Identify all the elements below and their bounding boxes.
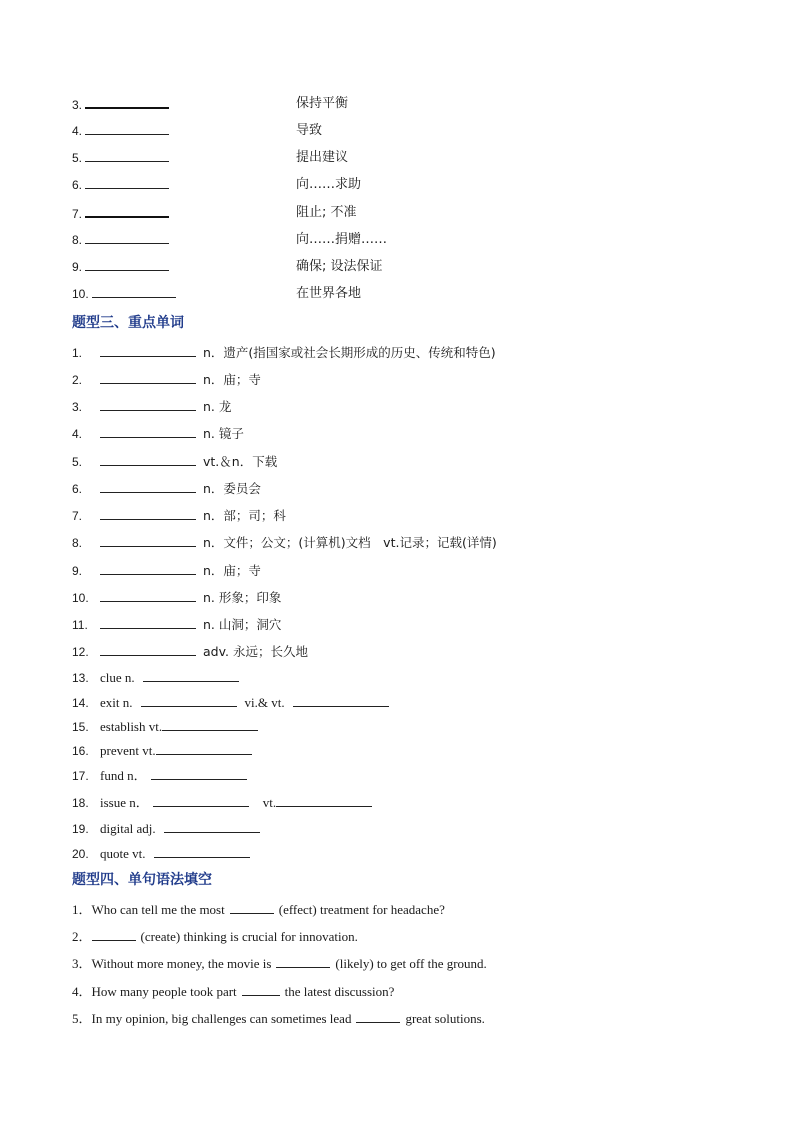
phrase-row: [72, 257, 169, 277]
item-number: 20.: [72, 847, 89, 861]
item-number: 19.: [72, 822, 89, 836]
word-prompt: establish vt.: [100, 719, 163, 734]
answer-blank[interactable]: [92, 284, 176, 298]
word-prompt: issue n．: [100, 795, 149, 810]
phrase-row: [72, 175, 169, 195]
word-prompt: exit n.: [100, 695, 133, 710]
word-prompt-secondary: vt.: [262, 795, 277, 810]
item-number: 3.: [72, 98, 83, 112]
item-number: 6.: [72, 178, 83, 192]
section-heading: 题型三、重点单词: [72, 315, 184, 331]
item-number: 10.: [72, 287, 89, 301]
item-number: 2．: [72, 929, 92, 944]
answer-blank[interactable]: [356, 1009, 400, 1023]
word-prompt: fund n．: [100, 768, 147, 783]
item-number: 4.: [72, 124, 83, 138]
answer-blank[interactable]: [85, 175, 169, 189]
vocab-row: [72, 397, 231, 417]
item-number: 11.: [72, 618, 88, 632]
vocab-row: [72, 588, 281, 608]
item-number: 6.: [72, 482, 83, 496]
item-number: 7.: [72, 509, 83, 523]
answer-blank[interactable]: [162, 717, 258, 731]
vocab-row: [72, 479, 261, 499]
answer-blank[interactable]: [276, 793, 372, 807]
answer-blank[interactable]: [100, 479, 196, 493]
sentence-before: How many people took part: [91, 984, 237, 999]
grammar-row: [72, 900, 445, 920]
word-form-row: [72, 668, 239, 688]
item-number: 2.: [72, 373, 83, 387]
word-form-row: [72, 717, 258, 737]
item-number: 15.: [72, 720, 89, 734]
sentence-before: Who can tell me the most: [91, 902, 225, 917]
word-definition: n. 山洞；洞穴: [203, 617, 282, 632]
sentence-after: (create) thinking is crucial for innovation.: [140, 929, 358, 944]
word-form-row: [72, 819, 260, 839]
item-number: 14.: [72, 696, 89, 710]
answer-blank[interactable]: [100, 561, 196, 575]
vocab-row: [72, 615, 281, 635]
word-definition: n．委员会: [203, 481, 261, 496]
phrase-row: [72, 230, 169, 250]
item-number: 17.: [72, 769, 89, 783]
phrase-meaning: 导致: [296, 123, 323, 138]
word-prompt: digital adj.: [100, 821, 156, 836]
word-form-row: [72, 766, 247, 786]
word-definition: n．庙；寺: [203, 372, 261, 387]
answer-blank[interactable]: [100, 452, 196, 466]
vocab-row: [72, 561, 261, 581]
grammar-row: [72, 982, 394, 1002]
phrase-meaning: 保持平衡: [296, 96, 349, 111]
word-definition: n．庙；寺: [203, 563, 261, 578]
answer-blank[interactable]: [230, 900, 274, 914]
answer-blank[interactable]: [100, 343, 196, 357]
item-number: 9.: [72, 564, 83, 578]
word-form-row: [72, 793, 372, 813]
answer-blank[interactable]: [100, 615, 196, 629]
phrase-meaning: 向……求助: [296, 177, 362, 192]
answer-blank[interactable]: [100, 506, 196, 520]
item-number: 1.: [72, 346, 83, 360]
grammar-row: [72, 954, 487, 974]
word-definition: n. 龙: [203, 399, 232, 414]
item-number: 18.: [72, 796, 89, 810]
sentence-before: Without more money, the movie is: [91, 956, 272, 971]
answer-blank[interactable]: [85, 230, 169, 244]
item-number: 4．: [72, 984, 92, 999]
grammar-row: [72, 927, 358, 947]
vocab-row: [72, 533, 497, 553]
word-prompt: quote vt.: [100, 846, 146, 861]
word-prompt: prevent vt.: [100, 743, 156, 758]
phrase-row: [72, 148, 169, 168]
item-number: 3．: [72, 956, 92, 971]
answer-blank[interactable]: [85, 148, 169, 162]
answer-blank[interactable]: [100, 533, 196, 547]
word-definition: n．部；司；科: [203, 508, 286, 523]
answer-blank[interactable]: [100, 397, 196, 411]
answer-blank[interactable]: [151, 766, 247, 780]
word-form-row: [72, 741, 252, 761]
vocab-row: [72, 370, 261, 390]
section-heading: 题型四、单句语法填空: [72, 872, 212, 888]
answer-blank[interactable]: [92, 927, 136, 941]
answer-blank[interactable]: [141, 693, 237, 707]
answer-blank[interactable]: [100, 588, 196, 602]
answer-blank[interactable]: [164, 819, 260, 833]
item-number: 5.: [72, 455, 83, 469]
answer-blank[interactable]: [154, 844, 250, 858]
answer-blank[interactable]: [156, 741, 252, 755]
word-form-row: [72, 844, 250, 864]
phrase-row: [72, 203, 169, 223]
word-definition: n. 形象；印象: [203, 590, 282, 605]
phrase-row: [72, 94, 169, 114]
word-definition: vt.＆n．下载: [203, 454, 278, 469]
item-number: 8.: [72, 233, 83, 247]
answer-blank[interactable]: [100, 424, 196, 438]
item-number: 8.: [72, 536, 83, 550]
item-number: 4.: [72, 427, 83, 441]
item-number: 10.: [72, 591, 89, 605]
phrase-row: [72, 284, 176, 304]
vocab-row: [72, 424, 244, 444]
sentence-before: In my opinion, big challenges can sometimes lead: [91, 1011, 352, 1026]
vocab-row: [72, 452, 277, 472]
word-prompt-secondary: vi.& vt.: [244, 695, 285, 710]
answer-blank[interactable]: [100, 370, 196, 384]
item-number: 13.: [72, 671, 89, 685]
item-number: 16.: [72, 744, 89, 758]
vocab-row: [72, 642, 308, 662]
answer-blank[interactable]: [153, 793, 249, 807]
answer-blank[interactable]: [276, 954, 330, 968]
sentence-after: the latest discussion?: [284, 984, 395, 999]
grammar-row: [72, 1009, 485, 1029]
word-definition: n．文件；公文；(计算机)文档 vt.记录；记载(详情): [203, 535, 497, 550]
phrase-meaning: 阻止; 不准: [296, 205, 357, 220]
item-number: 9.: [72, 260, 83, 274]
vocab-row: [72, 343, 496, 363]
sentence-after: (likely) to get off the ground.: [335, 956, 487, 971]
phrase-meaning: 确保; 设法保证: [296, 259, 383, 274]
answer-blank[interactable]: [85, 203, 169, 218]
sentence-after: (effect) treatment for headache?: [278, 902, 445, 917]
word-definition: adv. 永远；长久地: [203, 644, 308, 659]
answer-blank[interactable]: [242, 982, 280, 996]
item-number: 1．: [72, 902, 92, 917]
word-prompt: clue n.: [100, 670, 135, 685]
answer-blank[interactable]: [143, 668, 239, 682]
sentence-after: great solutions.: [405, 1011, 485, 1026]
item-number: 12.: [72, 645, 89, 659]
answer-blank[interactable]: [293, 693, 389, 707]
phrase-row: [72, 121, 169, 141]
answer-blank[interactable]: [85, 94, 169, 109]
phrase-meaning: 在世界各地: [296, 286, 362, 301]
answer-blank[interactable]: [85, 121, 169, 135]
answer-blank[interactable]: [100, 642, 196, 656]
word-definition: n. 镜子: [203, 426, 244, 441]
word-form-row: [72, 693, 389, 713]
phrase-meaning: 提出建议: [296, 150, 349, 165]
word-definition: n．遗产(指国家或社会长期形成的历史、传统和特色): [203, 345, 496, 360]
item-number: 7.: [72, 207, 83, 221]
phrase-meaning: 向……捐赠……: [296, 232, 388, 247]
item-number: 5.: [72, 151, 83, 165]
item-number: 5．: [72, 1011, 92, 1026]
answer-blank[interactable]: [85, 257, 169, 271]
vocab-row: [72, 506, 286, 526]
item-number: 3.: [72, 400, 83, 414]
